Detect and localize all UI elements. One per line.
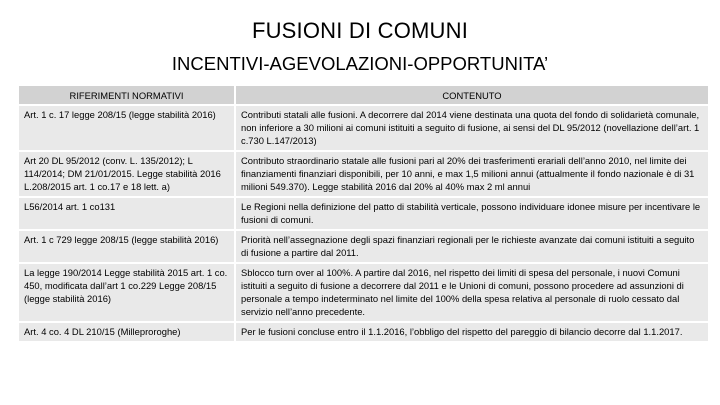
column-header-contenuto: CONTENUTO [236,86,708,104]
cell-contenuto: Priorità nell’assegnazione degli spazi finanziari regionali per le richieste avanzate dai comuni istituiti a seguito di fusione a partire dal 2011. [236,231,708,262]
norms-table [19,84,708,343]
cell-riferimento: Art. 1 c 729 legge 208/15 (legge stabilità 2016) [19,231,236,262]
cell-riferimento: La legge 190/2014 Legge stabilità 2015 art. 1 co. 450, modificata dall’art 1 co.229 Legge 208/15 (legge stabilità 2016) [19,264,236,321]
cell-contenuto: Per le fusioni concluse entro il 1.1.2016, l’obbligo del rispetto del pareggio di bilancio decorre dal 1.1.2017. [236,323,708,341]
table-header-row [19,86,708,104]
table-row [19,264,708,321]
slide-subtitle: INCENTIVI-AGEVOLAZIONI-OPPORTUNITA’ [171,53,549,74]
table-row [19,152,708,196]
table-row [19,198,708,229]
cell-riferimento: Art 20 DL 95/2012 (conv. L. 135/2012); L 114/2014; DM 21/01/2015. Legge stabilità 2016 L.208/2015 art. 1 co.17 e 18 lett. a) [19,152,236,196]
cell-contenuto: Le Regioni nella definizione del patto di stabilità verticale, possono individuare idonee misure per incentivare le fusioni di comuni. [236,198,708,229]
cell-contenuto: Sblocco turn over al 100%. A partire dal 2016, nel rispetto dei limiti di spesa del personale, i nuovi Comuni istituiti a seguito di fusione a decorrere dal 2011 e le Unioni di comuni, possono procedere ad assunzioni di personale a tempo indeterminato nel limite del 100% della spesa relativa al personale di ruolo cessato dal servizio nell’anno precedente. [236,264,708,321]
table-row [19,106,708,150]
cell-riferimento: L56/2014 art. 1 co131 [19,198,236,229]
table-row [19,323,708,341]
cell-contenuto: Contributi statali alle fusioni. A decorrere dal 2014 viene destinata una quota del fondo di solidarietà comunale, non inferiore a 30 milioni ai comuni istituiti a seguito di fusione, ai sensi del DL 95/2012 (novellazione dell’art. 1 c.730 L.147/2013) [236,106,708,150]
column-header-riferimenti: RIFERIMENTI NORMATIVI [19,86,236,104]
slide-title: FUSIONI DI COMUNI [251,18,469,43]
cell-riferimento: Art. 1 c. 17 legge 208/15 (legge stabilità 2016) [19,106,236,150]
cell-riferimento: Art. 4 co. 4 DL 210/15 (Milleproroghe) [19,323,236,341]
cell-contenuto: Contributo straordinario statale alle fusioni pari al 20% dei trasferimenti erariali dell’anno 2010, nel limite dei finanziamenti finanziari disponibili, per 10 anni, e max 1,5 milioni annui (attualmente il fondo nazionale è di 31 milioni 549.370). Legge stabilità 2016 dal 20% al 40% max 2 ml annui [236,152,708,196]
table-row [19,231,708,262]
